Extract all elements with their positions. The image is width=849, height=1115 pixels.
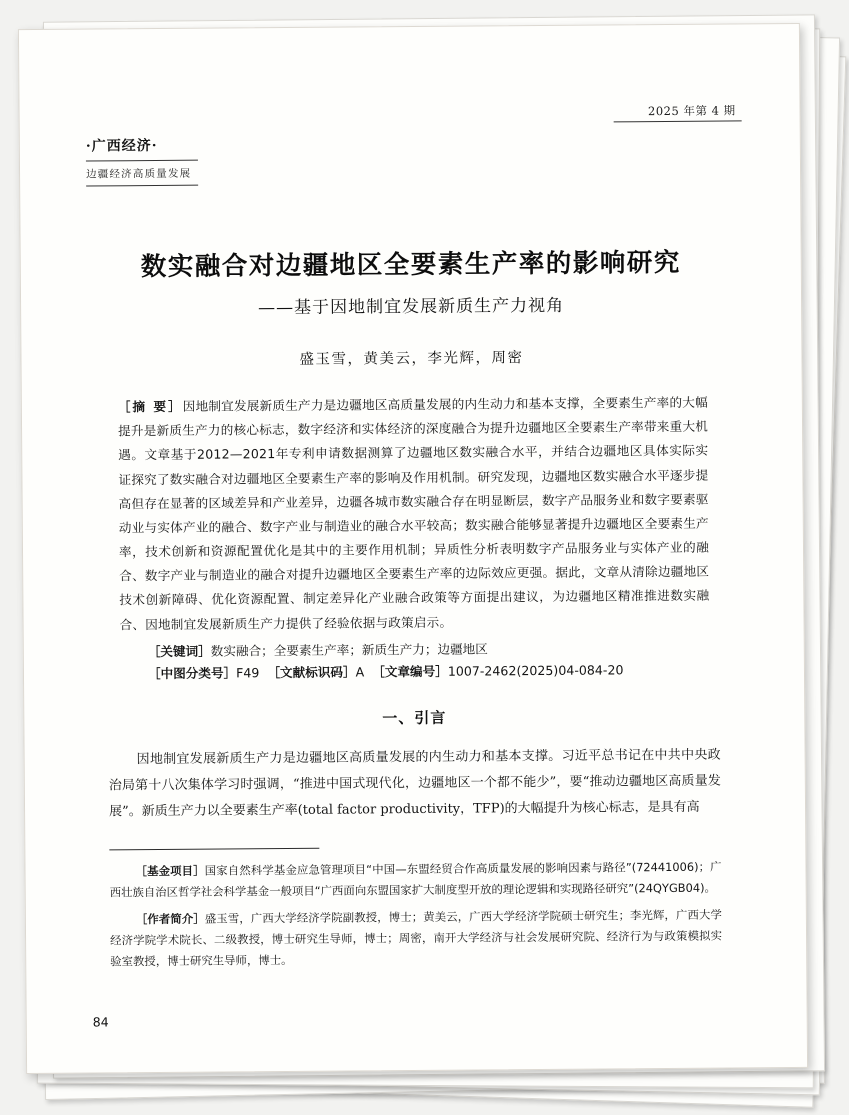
footnote-author: [110, 905, 722, 973]
doc-code: A: [355, 664, 365, 680]
journal-page: [18, 23, 808, 1074]
section-heading: 一、引言: [382, 708, 447, 728]
footnote-block: [109, 857, 722, 979]
journal-column-rule: [86, 185, 198, 187]
journal-rule: [86, 160, 198, 162]
issue-label: 2025 年第 4 期: [647, 103, 736, 119]
abstract-label: ［摘 要］: [117, 398, 183, 415]
section-paragraph: 因地制宜发展新质生产力是边疆地区高质量发展的内生动力和基本支撑。习近平总书记在中共中央政治局第十八次集体学习时强调，“推进中国式现代化，边疆地区一个都不能少”，要“推动边疆地区高质量发展”。新质生产力以全要素生产率(total factor productivity，TFP)的大幅提升为核心标志，是具有高: [108, 747, 721, 820]
abstract-block: [118, 391, 710, 637]
journal-column: 边疆经济高质量发展: [86, 167, 192, 181]
keywords-label: ［关键词］: [147, 643, 211, 660]
page-subtitle: ——基于因地制宜发展新质生产力视角: [258, 295, 565, 319]
issue-rule: [614, 120, 742, 122]
footnote-rule: [109, 848, 319, 851]
classification-line: [148, 659, 728, 686]
fund-label: ［基金项目］: [135, 863, 205, 879]
doc-code-label: ［文献标识码］: [267, 664, 356, 681]
footnote-fund: [109, 857, 721, 904]
article-id-label: ［文章编号］: [372, 663, 448, 680]
journal-title: ·广西经济·: [85, 137, 158, 155]
author-list: 盛玉雪，黄美云，李光辉，周密: [299, 350, 524, 368]
page-title: 数实融合对边疆地区全要素生产率的影响研究: [140, 247, 681, 283]
author-label: ［作者简介］: [135, 911, 205, 927]
journal-header: [86, 135, 198, 187]
keywords-text: 数实融合；全要素生产率；新质生产力；边疆地区: [210, 641, 488, 659]
class-number: F49: [236, 665, 260, 681]
fund-text: 国家自然科学基金应急管理项目“中国—东盟经贸合作高质量发展的影响因素与路径”(72441006)；广西壮族自治区哲学社会科学基金一般项目“广西面向东盟国家扩大制度型开放的理论逻辑和实现路径研究”(24QYGB04)。: [109, 859, 722, 900]
author-text: 盛玉雪，广西大学经济学院副教授，博士；黄美云，广西大学经济学院硕士研究生；李光辉，广西大学经济学院学术院长、二级教授，博士研究生导师，博士；周密，南开大学经济与社会发展研究院、经济行为与政策模拟实验室教授，博士研究生导师，博士。: [110, 907, 723, 969]
page-number: 84: [92, 1014, 109, 1030]
abstract-text: 因地制宜发展新质生产力是边疆地区高质量发展的内生动力和基本支撑，全要素生产率的大幅提升是新质生产力的核心标志，数字经济和实体经济的深度融合为提升边疆地区全要素生产率带来重大机遇。文章基于2012—2021年专利申请数据测算了边疆地区数实融合水平，并结合边疆地区具体实际实证探究了数实融合对边疆地区全要素生产率的影响及作用机制。研究发现，边疆地区数实融合水平逐步提高但存在显著的区域差异和产业差异，边疆各城市数实融合存在明显断层，数字产品服务业和数字要素驱动业与实体产业的融合、数字产业与制造业的融合水平较高；数实融合能够显著提升边疆地区全要素生产率，技术创新和资源配置优化是其中的主要作用机制；异质性分析表明数字产品服务业与实体产业的融合、数字产业与制造业的融合对提升边疆地区全要素生产率的边际效应更强。据此，文章从清除边疆地区技术创新障碍、优化资源配置、制定差异化产业融合政策等方面提出建议，为边疆地区精准推进数实融合、因地制宜发展新质生产力提供了经验依据与政策启示。: [118, 394, 710, 632]
article-id: 1007-2462(2025)04-084-20: [447, 662, 624, 679]
class-label: ［中图分类号］: [147, 665, 237, 682]
